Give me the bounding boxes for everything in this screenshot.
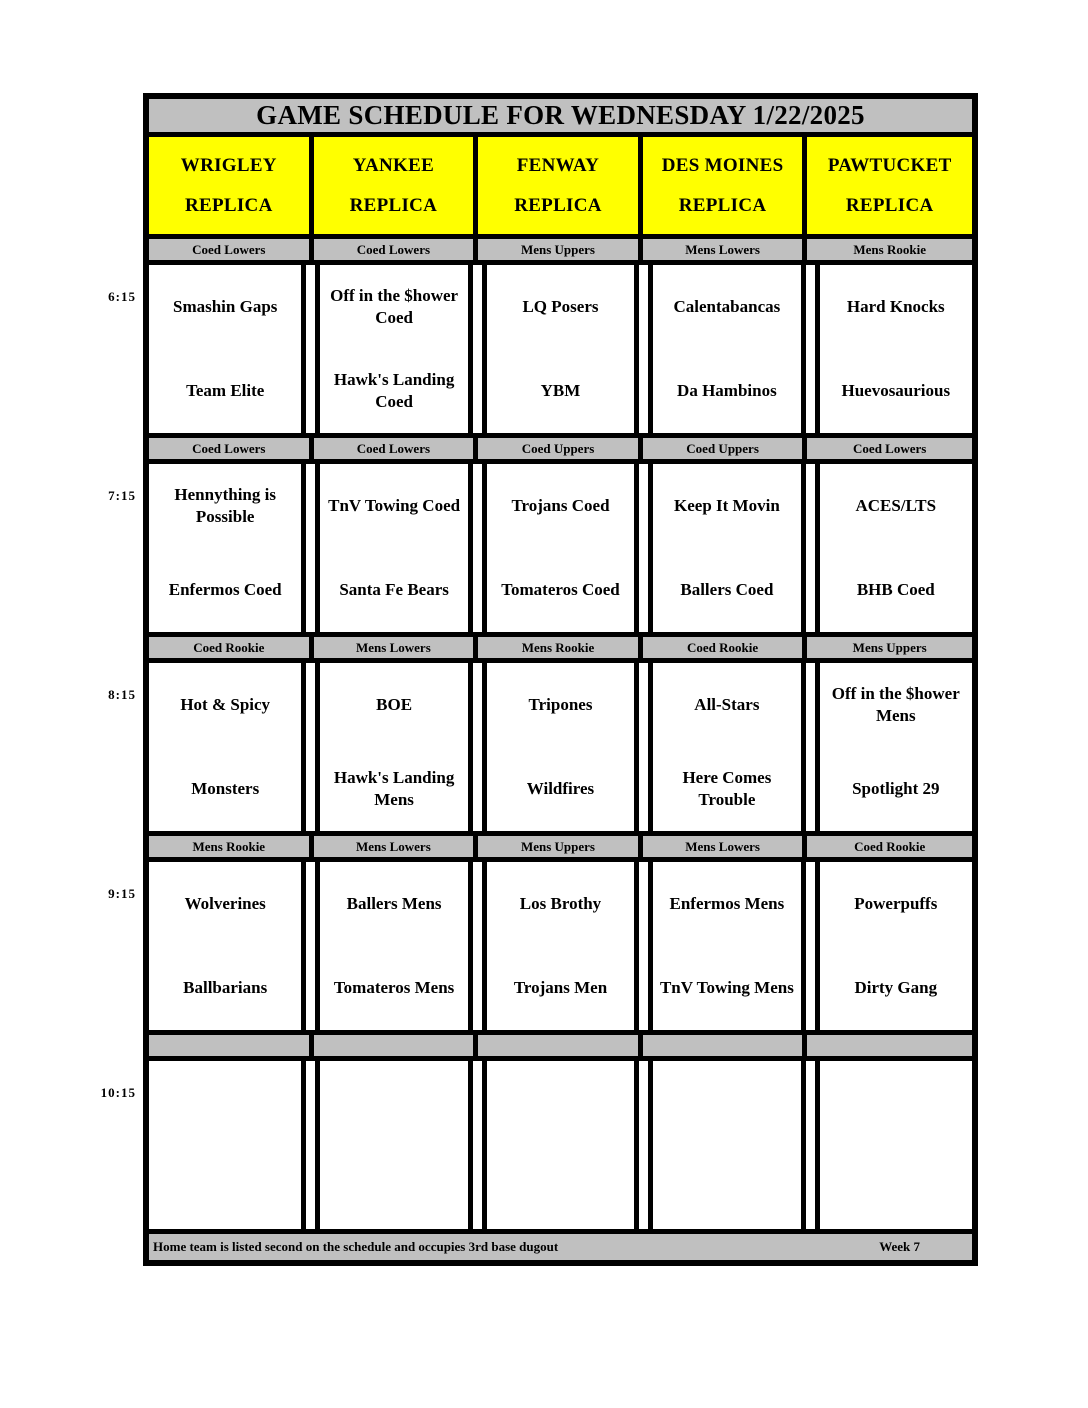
home-team bbox=[149, 1145, 301, 1229]
away-team: Keep It Movin bbox=[674, 495, 780, 515]
game-cell-1 bbox=[149, 862, 306, 1030]
game-cell-4 bbox=[648, 265, 805, 433]
home-team: Spotlight 29 bbox=[852, 778, 940, 798]
game-cell-5 bbox=[815, 265, 972, 433]
game-cell-2 bbox=[315, 265, 472, 433]
time-label-7-15: 7:15 bbox=[108, 488, 136, 503]
division-label-4: Mens Lowers bbox=[643, 239, 808, 260]
game-cell-3 bbox=[482, 265, 639, 433]
home-team: TnV Towing Mens bbox=[659, 977, 794, 997]
away-team: Calentabancas bbox=[673, 296, 781, 316]
field-name: DES MOINES bbox=[661, 154, 784, 176]
field-header-pawtucket bbox=[807, 137, 972, 234]
home-team bbox=[820, 1145, 972, 1229]
field-header-des-moines bbox=[643, 137, 808, 234]
away-team: Hennything is Possible bbox=[174, 484, 276, 526]
footer-note: Home team is listed second on the schedule and occupies 3rd base dugout bbox=[153, 1239, 559, 1254]
away-team: Los Brothy bbox=[519, 893, 602, 913]
division-label-3: Coed Uppers bbox=[478, 438, 643, 459]
home-team: Hawk's Landing Mens bbox=[333, 767, 455, 809]
game-cell-3 bbox=[482, 663, 639, 831]
division-label-5: Coed Rookie bbox=[807, 836, 972, 857]
home-team: Tomateros Coed bbox=[501, 579, 620, 599]
away-team: All-Stars bbox=[694, 694, 760, 714]
field-type-label: REPLICA bbox=[845, 194, 934, 216]
division-label-1: Coed Rookie bbox=[149, 637, 314, 658]
home-team bbox=[653, 1145, 800, 1229]
away-team: Enfermos Mens bbox=[669, 893, 785, 913]
home-team: Ballbarians bbox=[183, 977, 268, 997]
game-cell-2 bbox=[315, 862, 472, 1030]
field-name: FENWAY bbox=[516, 154, 600, 176]
time-label-9-15: 9:15 bbox=[108, 886, 136, 901]
game-schedule-table bbox=[143, 93, 978, 1266]
away-team bbox=[487, 1061, 634, 1145]
game-cell-1 bbox=[149, 1061, 306, 1229]
time-slot-rows bbox=[149, 234, 972, 1229]
division-label-1: Coed Lowers bbox=[149, 239, 314, 260]
division-label-2: Mens Lowers bbox=[314, 836, 479, 857]
home-team bbox=[487, 1145, 634, 1229]
away-team bbox=[320, 1061, 467, 1145]
away-team bbox=[149, 1061, 301, 1145]
schedule-title: GAME SCHEDULE FOR WEDNESDAY 1/22/2025 bbox=[149, 99, 972, 137]
game-cell-4 bbox=[648, 464, 805, 632]
division-label-5: Coed Lowers bbox=[807, 438, 972, 459]
division-label-1: Coed Lowers bbox=[149, 438, 314, 459]
field-name: YANKEE bbox=[352, 154, 435, 176]
home-team: Monsters bbox=[191, 778, 260, 798]
away-team: Wolverines bbox=[184, 893, 266, 913]
division-label-2: Coed Lowers bbox=[314, 239, 479, 260]
field-type-label: REPLICA bbox=[349, 194, 438, 216]
game-cell-5 bbox=[815, 862, 972, 1030]
home-team: Here Comes Trouble bbox=[682, 767, 772, 809]
home-team: Santa Fe Bears bbox=[339, 579, 449, 599]
away-team: Off in the $hower Coed bbox=[330, 285, 459, 327]
home-team: Da Hambinos bbox=[677, 380, 777, 400]
home-team: Trojans Men bbox=[513, 977, 608, 997]
game-cell-5 bbox=[815, 1061, 972, 1229]
game-cell-5 bbox=[815, 464, 972, 632]
division-label-5: Mens Rookie bbox=[807, 239, 972, 260]
division-label-4: Coed Rookie bbox=[643, 637, 808, 658]
game-cell-5 bbox=[815, 663, 972, 831]
game-row-6-15 bbox=[149, 265, 972, 433]
field-header-fenway bbox=[478, 137, 643, 234]
away-team: Hard Knocks bbox=[846, 296, 945, 316]
away-team: Trojans Coed bbox=[511, 495, 610, 515]
game-cell-1 bbox=[149, 663, 306, 831]
footer-bar bbox=[149, 1229, 972, 1260]
home-team: YBM bbox=[540, 380, 581, 400]
field-type-label: REPLICA bbox=[514, 194, 602, 216]
time-label-8-15: 8:15 bbox=[108, 687, 136, 702]
field-name: PAWTUCKET bbox=[827, 154, 952, 176]
division-label-2 bbox=[314, 1035, 479, 1056]
game-row-7-15 bbox=[149, 464, 972, 632]
game-cell-4 bbox=[648, 862, 805, 1030]
game-cell-2 bbox=[315, 464, 472, 632]
away-team bbox=[820, 1061, 972, 1145]
game-cell-1 bbox=[149, 464, 306, 632]
home-team: Dirty Gang bbox=[854, 977, 938, 997]
home-team: Tomateros Mens bbox=[333, 977, 455, 997]
division-row-7-15 bbox=[149, 433, 972, 464]
game-row-9-15 bbox=[149, 862, 972, 1030]
division-row-8-15 bbox=[149, 632, 972, 663]
away-team bbox=[653, 1061, 800, 1145]
game-cell-3 bbox=[482, 862, 639, 1030]
game-row-8-15 bbox=[149, 663, 972, 831]
game-row-10-15 bbox=[149, 1061, 972, 1229]
game-cell-1 bbox=[149, 265, 306, 433]
game-cell-4 bbox=[648, 663, 805, 831]
field-name: WRIGLEY bbox=[180, 154, 277, 176]
field-header-row bbox=[149, 137, 972, 234]
time-label-6-15: 6:15 bbox=[108, 289, 136, 304]
away-team: Smashin Gaps bbox=[172, 296, 278, 316]
division-label-4: Coed Uppers bbox=[643, 438, 808, 459]
division-label-2: Coed Lowers bbox=[314, 438, 479, 459]
away-team: LQ Posers bbox=[522, 296, 599, 316]
division-label-5 bbox=[807, 1035, 972, 1056]
field-header-wrigley bbox=[149, 137, 314, 234]
away-team: BOE bbox=[376, 694, 413, 714]
away-team: Hot & Spicy bbox=[180, 694, 271, 714]
division-label-1 bbox=[149, 1035, 314, 1056]
field-type-label: REPLICA bbox=[184, 194, 273, 216]
division-label-4: Mens Lowers bbox=[643, 836, 808, 857]
game-cell-2 bbox=[315, 663, 472, 831]
away-team: TnV Towing Coed bbox=[328, 495, 461, 515]
game-cell-3 bbox=[482, 1061, 639, 1229]
division-label-3 bbox=[478, 1035, 643, 1056]
division-label-5: Mens Uppers bbox=[807, 637, 972, 658]
division-row-10-15 bbox=[149, 1030, 972, 1061]
division-label-4 bbox=[643, 1035, 808, 1056]
game-cell-2 bbox=[315, 1061, 472, 1229]
division-row-9-15 bbox=[149, 831, 972, 862]
home-team: Ballers Coed bbox=[680, 579, 774, 599]
division-label-3: Mens Uppers bbox=[478, 239, 643, 260]
home-team: Hawk's Landing Coed bbox=[333, 369, 455, 411]
game-cell-3 bbox=[482, 464, 639, 632]
time-label-10-15: 10:15 bbox=[100, 1085, 136, 1100]
division-label-1: Mens Rookie bbox=[149, 836, 314, 857]
division-label-3: Mens Rookie bbox=[478, 637, 643, 658]
home-team: Team Elite bbox=[186, 380, 265, 400]
home-team: Huevosaurious bbox=[841, 380, 951, 400]
away-team: ACES/LTS bbox=[855, 495, 937, 515]
away-team: Off in the $hower Mens bbox=[831, 683, 960, 725]
division-label-2: Mens Lowers bbox=[314, 637, 479, 658]
away-team: Powerpuffs bbox=[854, 893, 938, 913]
away-team: Ballers Mens bbox=[346, 893, 442, 913]
division-label-3: Mens Uppers bbox=[478, 836, 643, 857]
field-type-label: REPLICA bbox=[678, 194, 767, 216]
away-team: Tripones bbox=[528, 694, 593, 714]
week-label: Week 7 bbox=[879, 1239, 920, 1254]
home-team bbox=[320, 1145, 467, 1229]
division-row-6-15 bbox=[149, 234, 972, 265]
home-team: BHB Coed bbox=[856, 579, 935, 599]
field-header-yankee bbox=[314, 137, 479, 234]
home-team: Wildfires bbox=[526, 778, 595, 798]
home-team: Enfermos Coed bbox=[168, 579, 282, 599]
game-cell-4 bbox=[648, 1061, 805, 1229]
